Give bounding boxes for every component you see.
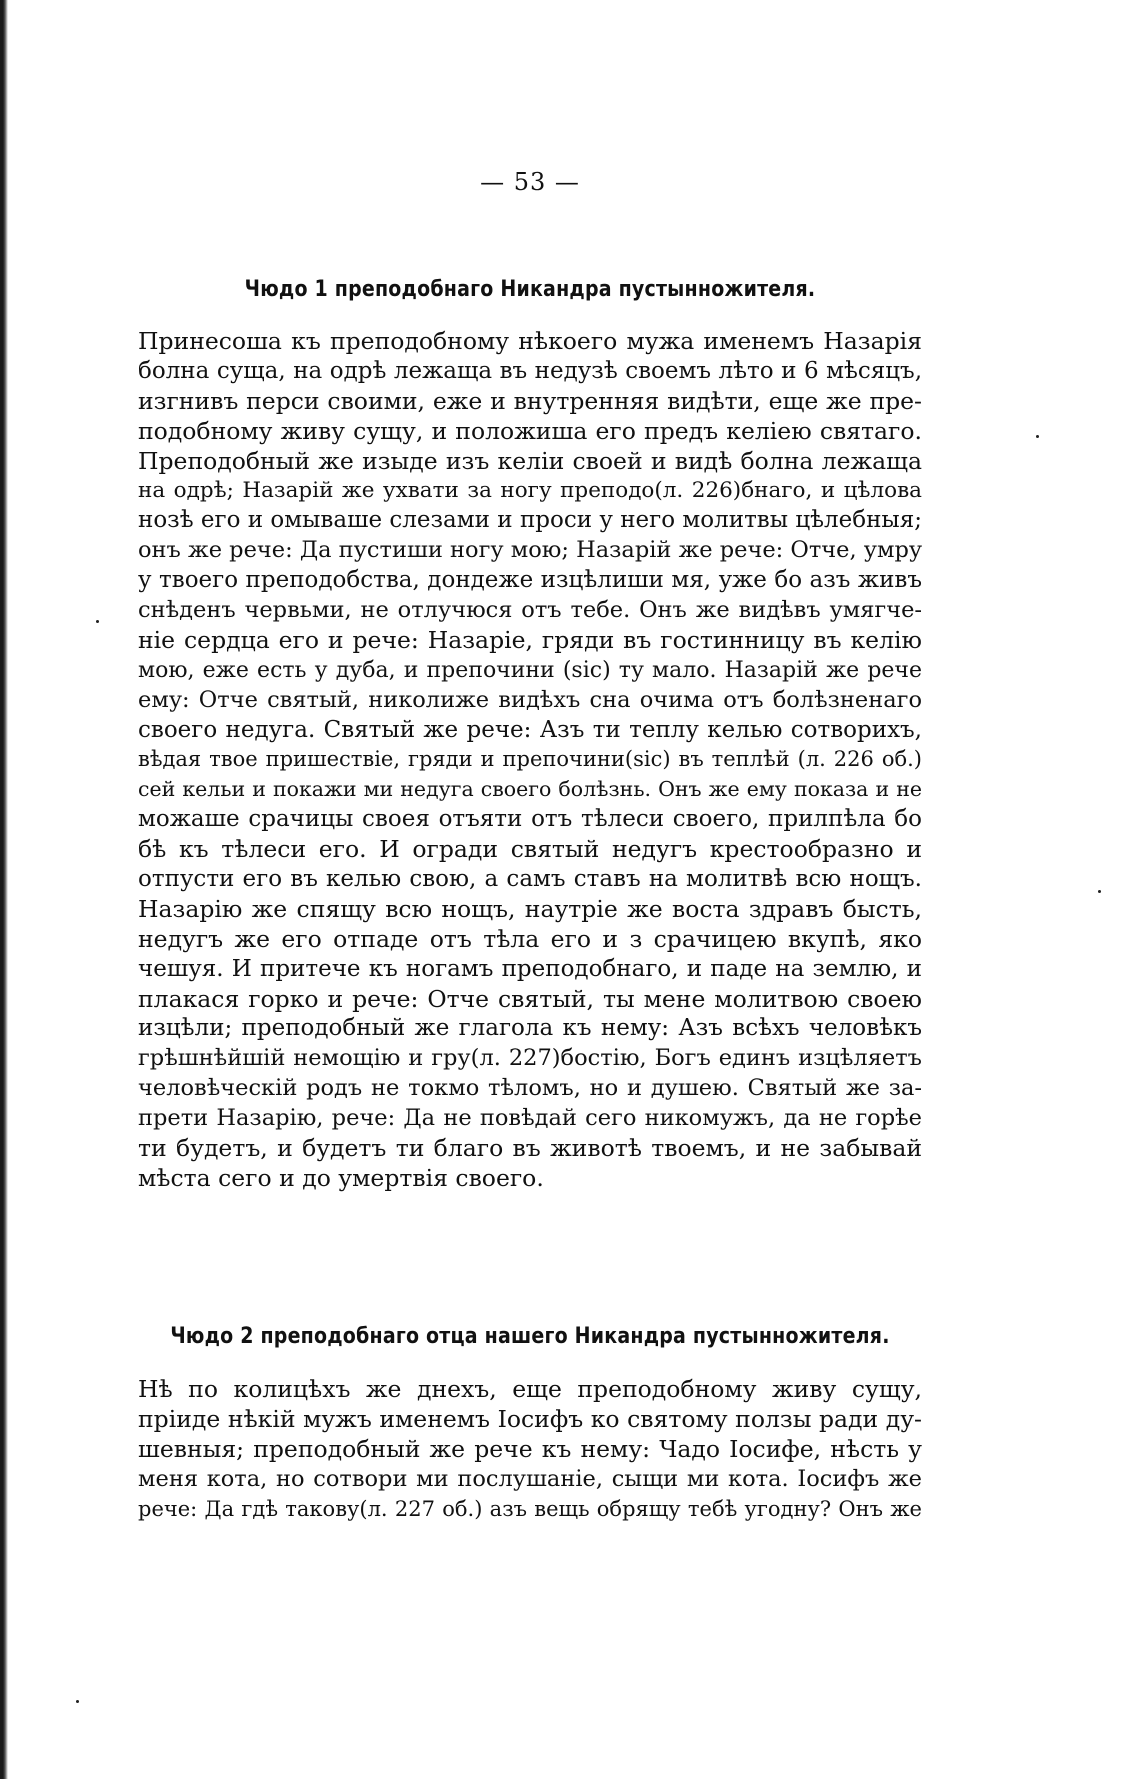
- text-line: Преподобный же изыде изъ келіи своей и видѣ болна лежаща: [138, 446, 922, 475]
- text-line: Нѣ по колицѣхъ же днехъ, еще преподобному живу сущу,: [138, 1375, 922, 1403]
- text-line: шевныя; преподобный же рече къ нему: Чадо Іосифе, нѣсть у: [138, 1434, 922, 1463]
- text-line: подобному живу сущу, и положиша его предъ келіею святаго.: [138, 416, 922, 445]
- text-line: плакася горко и рече: Отче святый, ты мене молитвою своею: [138, 984, 922, 1013]
- text-line: меня кота, но сотвори ми послушаніе, сыщи ми кота. Іосифъ же: [138, 1465, 922, 1492]
- text-line: онъ же рече: Да пустиши ногу мою; Назарій же рече: Отче, умру: [138, 537, 922, 564]
- text-line: снѣденъ червьми, не отлучюся отъ тебе. Онъ же видѣвъ умягче-: [138, 597, 922, 624]
- text-line: рече: Да гдѣ такову(л. 227 об.) азъ вещь обрящу тебѣ угодну? Онъ же: [138, 1496, 922, 1521]
- scan-speck: [1098, 890, 1101, 893]
- text-line: бѣ къ тѣлеси его. И огради святый недугъ крестообразно и: [138, 835, 922, 864]
- page-binding-edge: [0, 0, 8, 1779]
- text-line: прети Назарію, рече: Да не повѣдай сего никомужъ, да не горѣе: [138, 1105, 922, 1132]
- text-line: ніе сердца его и рече: Назаріе, гряди въ гостинницу въ келію: [138, 625, 922, 654]
- scan-speck: [76, 1700, 79, 1703]
- page-number: — 53 —: [480, 168, 580, 196]
- text-line: нозѣ его и омываше слезами и проси у него молитвы цѣлебныя;: [138, 507, 922, 534]
- section-heading-miracle-1: Чюдо 1 преподобнаго Никандра пустынножителя.: [244, 276, 816, 302]
- text-line: болна суща, на одрѣ лежаща въ недузѣ своемъ лѣто и 6 мѣсяцъ,: [138, 357, 922, 384]
- text-line: можаше срачицы своея отъяти отъ тѣлеси своего, прилпѣла бо: [138, 806, 922, 833]
- text-line: ему: Отче святый, николиже видѣхъ сна очима отъ болѣзненаго: [138, 686, 922, 713]
- text-line: пріиде нѣкій мужъ именемъ Іосифъ ко святому ползы ради ду-: [138, 1404, 922, 1433]
- text-line: сей кельи и покажи ми недуга своего болѣзнь. Онъ же ему показа и не: [138, 777, 922, 802]
- text-line: недугъ же его отпаде отъ тѣла его и з срачицею вкупѣ, яко: [138, 924, 922, 953]
- text-line: ти будетъ, и будетъ ти благо въ животѣ твоемъ, и не забывай: [138, 1134, 922, 1163]
- section-heading-miracle-2: Чюдо 2 преподобнаго отца нашего Никандра пустынножителя.: [170, 1323, 890, 1349]
- text-line: Принесоша къ преподобному нѣкоего мужа именемъ Назарія: [138, 327, 922, 355]
- paragraph-miracle-1: [138, 327, 922, 1194]
- paragraph-miracle-2: [138, 1375, 922, 1524]
- scan-speck: [96, 620, 99, 623]
- text-line: Назарію же спящу всю нощъ, наутріе же воста здравъ бысть,: [138, 894, 922, 923]
- text-line: изцѣли; преподобный же глагола къ нему: Азъ всѣхъ человѣкъ: [138, 1015, 922, 1042]
- text-line: чешуя. И притече къ ногамъ преподобнаго, и паде на землю, и: [138, 955, 922, 982]
- text-line: отпусти его въ келью свою, а самъ ставъ на молитвѣ всю нощъ.: [138, 866, 922, 893]
- text-line: грѣшнѣйшій немощію и гру(л. 227)бостію, Богъ единъ изцѣляетъ: [138, 1045, 922, 1072]
- text-line: человѣческій родъ не токмо тѣломъ, но и душею. Святый же за-: [138, 1075, 922, 1102]
- text-line: на одрѣ; Назарій же ухвати за ногу преподо(л. 226)бнаго, и цѣлова: [138, 478, 922, 504]
- text-line: мою, еже есть у дуба, и препочини (sic) ту мало. Назарій же рече: [138, 657, 922, 683]
- text-line: мѣста сего и до умертвія своего.: [138, 1163, 544, 1192]
- text-line: изгнивъ перси своими, еже и внутренняя видѣти, еще же пре-: [138, 386, 922, 415]
- text-line: у твоего преподобства, дондеже изцѣлиши мя, уже бо азъ живъ: [138, 567, 922, 594]
- text-line: вѣдая твое пришествіе, гряди и препочини(sic) въ теплѣй (л. 226 об.): [138, 747, 922, 772]
- text-line: своего недуга. Святый же рече: Азъ ти теплу келью сотворихъ,: [138, 716, 922, 743]
- scan-speck: [1036, 435, 1039, 438]
